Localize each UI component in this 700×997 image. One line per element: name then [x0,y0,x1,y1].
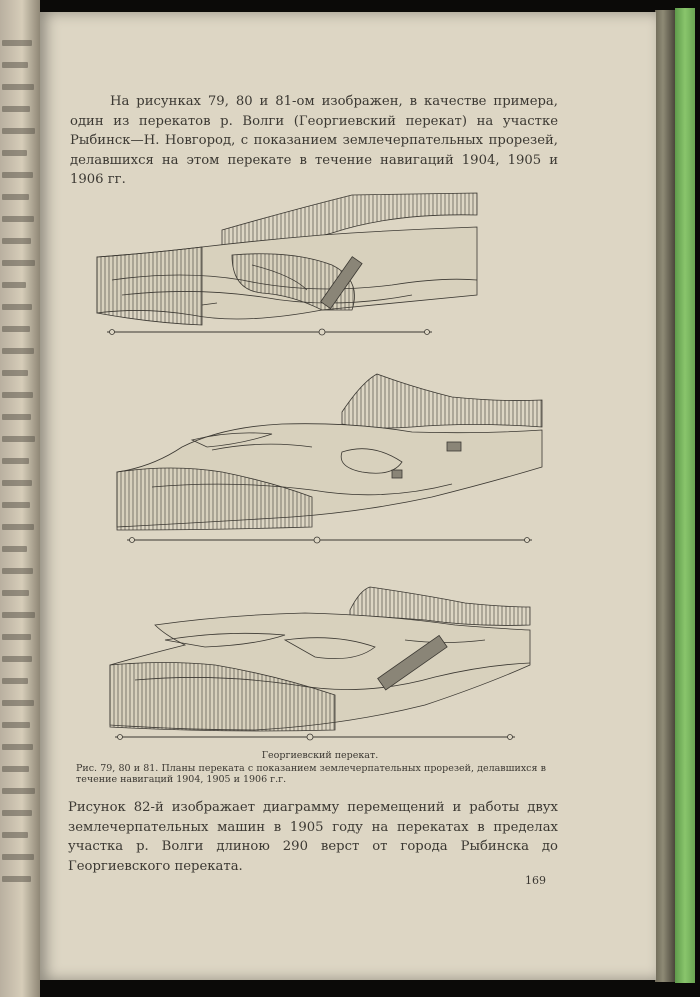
figure-81-river-plan [105,585,535,745]
left-page-edge [0,0,40,997]
page-number: 169 [525,874,546,887]
figure-caption: Рис. 79, 80 и 81. Планы переката с показанием землечерпательных прорезей, делавшихся в течение навигаций 1904, 1905 и 1906 г.г. [76,763,546,785]
figure-79-river-plan [92,185,482,340]
second-paragraph-text: Рисунок 82-й изображает диаграмму перемещений и работы двух землечерпательных машин в 1905 году на перекатах в пределах участка р. Волги длиною 290 верст от города Рыбинска до Георгиевского переката. [68,800,558,874]
figure-80-river-plan [112,372,547,547]
page-block-edge [655,10,675,982]
figure-caption-title: Георгиевский перекат. [261,750,379,761]
intro-paragraph [70,92,558,190]
second-paragraph [68,798,558,876]
book-cover-edge [675,8,695,983]
intro-paragraph-text: На рисунках 79, 80 и 81-ом изображен, в качестве примера, один из перекатов р. Волги (Георгиевский перекат) на участке Рыбинск—Н. Новгород, с показанием землечерпательных прорезей, делавшихся на этом перекате в течение навигаций 1904, 1905 и 1906 гг. [70,94,558,187]
